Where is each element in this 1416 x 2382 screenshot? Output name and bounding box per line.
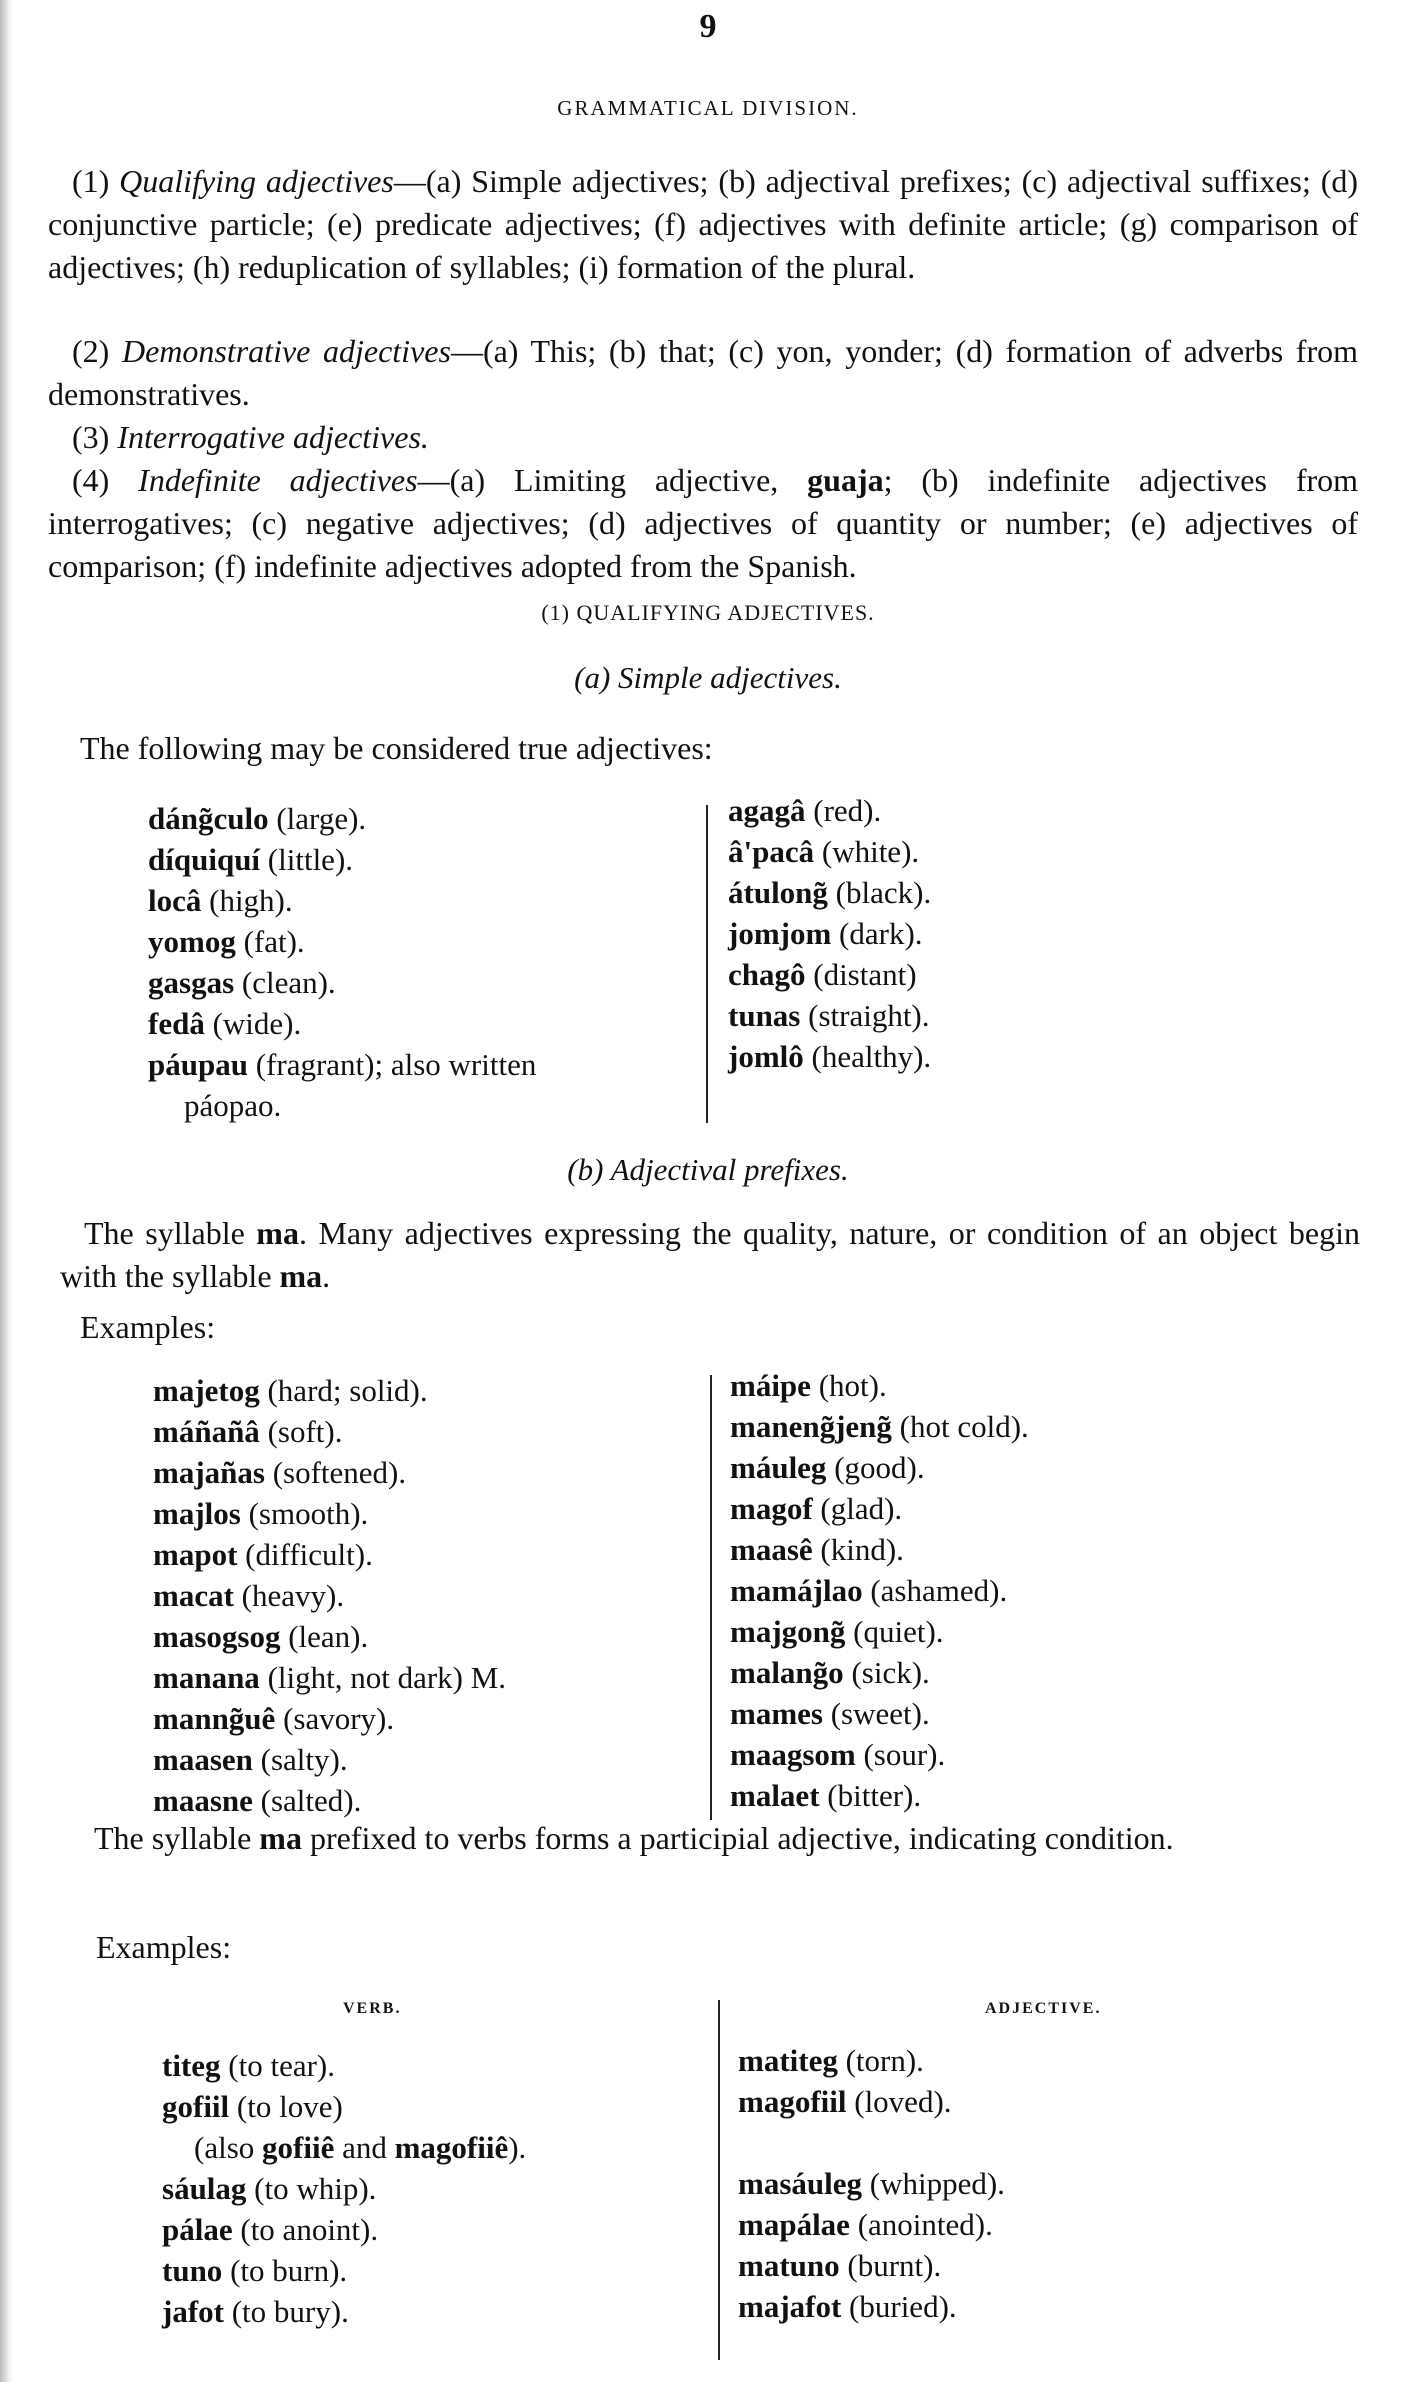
list-item: gofiil (to love) xyxy=(162,2089,343,2124)
list-item: máipe (hot). xyxy=(730,1368,887,1403)
list-item: díquiquí (little). xyxy=(148,842,354,877)
list-item xyxy=(738,2122,1005,2163)
intro-item-1: (1) Qualifying adjectives—(a) Simple adjectives; (b) adjectival prefixes; (c) adjectival suffixes; (d) conjunctive particle; (e) predicate adjectives; (f) adjectives with definite article; (g) comparison of adjectives; (h) reduplication of syllables; (i) formation of the plural. xyxy=(48,163,1359,285)
list-item: chagô (distant) xyxy=(728,957,917,992)
list-item: mapot (difficult). xyxy=(153,1537,373,1572)
page-edge-shadow xyxy=(0,0,14,2382)
simple-right-list xyxy=(728,790,931,1077)
list-item: locâ (high). xyxy=(148,883,293,918)
list-item: (also gofiiê and magofiiê). xyxy=(194,2130,527,2165)
list-item: jafot (to bury). xyxy=(162,2294,349,2329)
ma-paragraph: The syllable ma. Many adjectives expressing the quality, nature, or condition of an object begin with the syllable ma. xyxy=(60,1215,1361,1294)
list-item: mames (sweet). xyxy=(730,1696,930,1731)
list-item: majafot (buried). xyxy=(738,2289,957,2324)
examples-label: Examples: xyxy=(80,1309,216,1345)
column-divider xyxy=(706,805,708,1123)
list-item: tuno (to burn). xyxy=(162,2253,348,2288)
list-item: malang̃o (sick). xyxy=(730,1655,930,1690)
list-item: maneng̃jeng̃ (hot cold). xyxy=(730,1409,1029,1444)
list-item: jomjom (dark). xyxy=(728,916,923,951)
list-item: maagsom (sour). xyxy=(730,1737,946,1772)
list-item: majgong̃ (quiet). xyxy=(730,1614,944,1649)
list-item: mapálae (anointed). xyxy=(738,2207,993,2242)
section-heading: (1) QUALIFYING ADJECTIVES. xyxy=(541,600,875,625)
list-item: fedâ (wide). xyxy=(148,1006,302,1041)
list-item: mamájlao (ashamed). xyxy=(730,1573,1008,1608)
list-item: átulong̃ (black). xyxy=(728,875,932,910)
examples-label-2: Examples: xyxy=(96,1929,232,1965)
column-divider xyxy=(718,2000,720,2360)
list-item: majlos (smooth). xyxy=(153,1496,369,1531)
list-item: malaet (bitter). xyxy=(730,1778,922,1813)
list-item: páupau (fragrant); also written xyxy=(148,1047,537,1082)
list-item: maasê (kind). xyxy=(730,1532,904,1567)
list-item: máñañâ (soft). xyxy=(153,1414,343,1449)
subsection-a-heading: (a) Simple adjectives. xyxy=(574,660,842,695)
list-item: majañas (softened). xyxy=(153,1455,407,1490)
intro-item-2: (2) Demonstrative adjectives—(a) This; (b) that; (c) yon, yonder; (d) formation of adverbs from demonstratives. xyxy=(48,333,1359,412)
adjective-list xyxy=(738,2040,1005,2327)
page-number: 9 xyxy=(699,8,717,45)
list-item: dáng̃culo (large). xyxy=(148,801,367,836)
verb-column-header: VERB. xyxy=(343,2000,402,2017)
list-item: matuno (burnt). xyxy=(738,2248,942,2283)
simple-intro: The following may be considered true adjectives: xyxy=(80,730,713,766)
subsection-b-heading: (b) Adjectival prefixes. xyxy=(567,1152,849,1187)
list-item: gasgas (clean). xyxy=(148,965,336,1000)
list-item: magofiil (loved). xyxy=(738,2084,952,2119)
list-item: pálae (to anoint). xyxy=(162,2212,379,2247)
list-item: manana (light, not dark) M. xyxy=(153,1660,507,1695)
list-item: páopao. xyxy=(184,1088,282,1123)
list-item: jomlô (healthy). xyxy=(728,1039,932,1074)
simple-left-list xyxy=(148,798,536,1126)
list-item: maasen (salty). xyxy=(153,1742,348,1777)
list-item: maasne (salted). xyxy=(153,1783,362,1818)
list-item: matiteg (torn). xyxy=(738,2043,924,2078)
ma-left-list xyxy=(153,1370,506,1821)
adjective-column-header: ADJECTIVE. xyxy=(985,2000,1102,2017)
list-item: yomog (fat). xyxy=(148,924,305,959)
intro-item-3: (3) Interrogative adjectives. xyxy=(72,419,429,455)
list-item: sáulag (to whip). xyxy=(162,2171,377,2206)
verb-list xyxy=(162,2045,526,2332)
list-item: masáuleg (whipped). xyxy=(738,2166,1005,2201)
list-item: magof (glad). xyxy=(730,1491,903,1526)
list-item: masogsog (lean). xyxy=(153,1619,369,1654)
list-item: manng̃uê (savory). xyxy=(153,1701,395,1736)
list-item: titeg (to tear). xyxy=(162,2048,335,2083)
list-item: agagâ (red). xyxy=(728,793,882,828)
ma-right-list xyxy=(730,1365,1029,1816)
column-divider xyxy=(710,1375,712,1820)
participle-paragraph: The syllable ma prefixed to verbs forms a participial adjective, indicating condition. xyxy=(94,1820,1174,1856)
list-item: máuleg (good). xyxy=(730,1450,925,1485)
list-item: majetog (hard; solid). xyxy=(153,1373,428,1408)
list-item: macat (heavy). xyxy=(153,1578,345,1613)
list-item: tunas (straight). xyxy=(728,998,930,1033)
list-item: â'pacâ (white). xyxy=(728,834,920,869)
page-heading: GRAMMATICAL DIVISION. xyxy=(557,96,859,120)
intro-item-4: (4) Indefinite adjectives—(a) Limiting adjective, guaja; (b) indefinite adjectives from interrogatives; (c) negative adjectives; (d) adjectives of quantity or number; (e) adjectives of comparison; (f) indefinite adjectives adopted from the Spanish. xyxy=(48,462,1359,584)
